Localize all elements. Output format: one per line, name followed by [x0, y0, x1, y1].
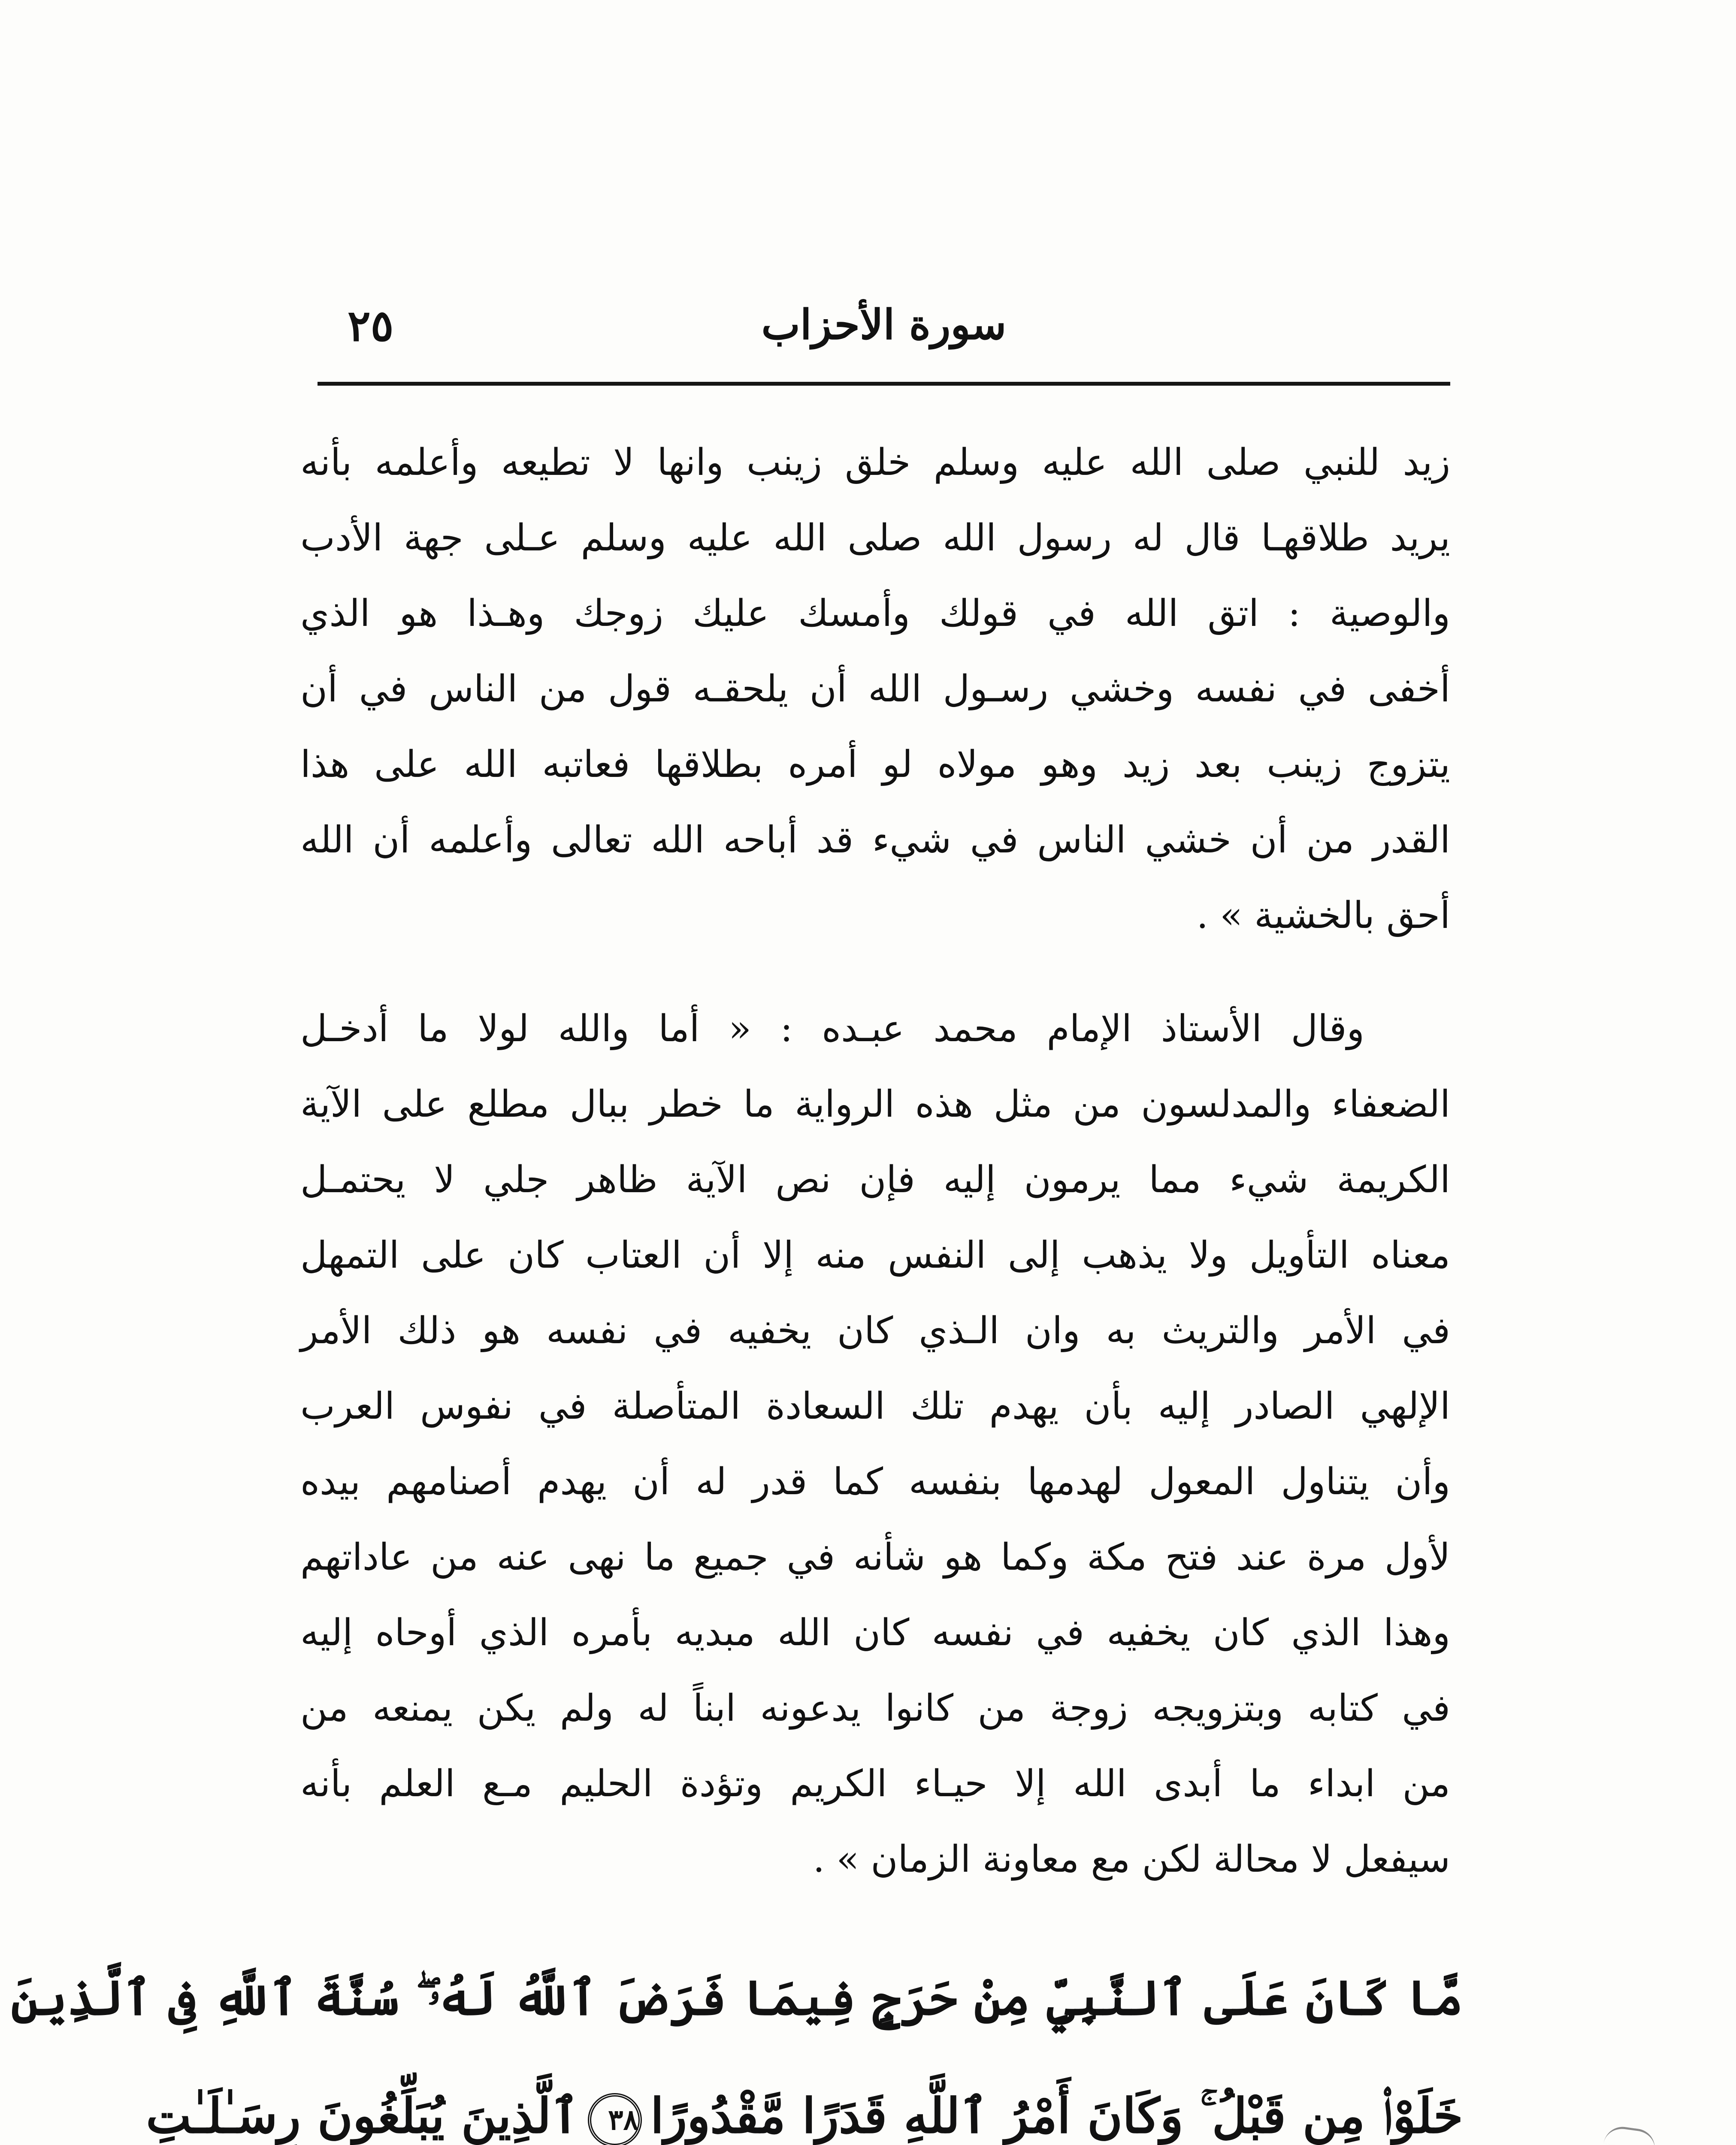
- text-line: في الأمر والتريث به وان الـذي كان يخفيه في نفسه هو ذلك الأمر: [300, 1309, 1450, 1352]
- header-divider: [318, 382, 1450, 386]
- verse-number-marker: ٣٨: [588, 2093, 642, 2145]
- scan-edge-mark: [1603, 2124, 1657, 2145]
- text-line: والوصية : اتق الله في قولك وأمسك عليك زوجك وهـذا هو الذي: [300, 592, 1450, 635]
- text-line: في كتابه وبتزويجه زوجة من كانوا يدعونه ابناً له ولم يكن يمنعه من: [300, 1687, 1450, 1730]
- text-line: الكريمة شيء مما يرمون إليه فإن نص الآية ظاهر جلي لا يحتمـل: [300, 1158, 1450, 1201]
- text-line: معناه التأويل ولا يذهب إلى النفس منه إلا أن العتاب كان على التمهل: [300, 1234, 1450, 1277]
- verse-line-2: [146, 2057, 1463, 2145]
- text-line: وقال الأستاذ الإمام محمد عبـده : « أما والله لولا ما أدخـل: [300, 1007, 1364, 1050]
- text-line: وأن يتناول المعول لهدمها بنفسه كما قدر له أن يهدم أصنامهم بيده: [300, 1460, 1450, 1503]
- verse-line-2-end: ٱلَّذِينَ يُبَلِّغُونَ رِسَـٰلَـٰتِ: [146, 2088, 579, 2144]
- verse-line-2-start: خَلَوْا۟ مِن قَبْلُ ۚ وَكَانَ أَمْرُ ٱللَّهِ قَدَرًا مَّقْدُورًا: [650, 2088, 1463, 2144]
- text-line: القدر من أن خشي الناس في شيء قد أباحه الله تعالى وأعلمه أن الله: [300, 819, 1450, 861]
- page-number: ٢٥: [348, 300, 394, 351]
- text-line: أحق بالخشية » .: [1196, 894, 1450, 937]
- text-line: يتزوج زينب بعد زيد وهو مولاه لو أمره بطلاقها فعاتبه الله على هذا: [300, 743, 1450, 786]
- text-line: يريد طلاقهـا قال له رسول الله صلى الله عليه وسلم عـلى جهة الأدب: [300, 517, 1450, 559]
- text-line: لأول مرة عند فتح مكة وكما هو شأنه في جميع ما نهى عنه من عاداتهم: [300, 1536, 1450, 1579]
- paragraph-1: [300, 425, 1450, 953]
- text-line: الضعفاء والمدلسون من مثل هذه الرواية ما خطر ببال مطلع على الآية: [300, 1083, 1450, 1126]
- text-line: زيد للنبي صلى الله عليه وسلم خلق زينب وانها لا تطيعه وأعلمه بأنه: [300, 441, 1450, 484]
- text-line: من ابداء ما أبدى الله إلا حيـاء الكريم وتؤدة الحليم مـع العلم بأنه: [300, 1762, 1450, 1805]
- text-line: أخفى في نفسه وخشي رسـول الله أن يلحقـه قول من الناس في أن: [300, 668, 1450, 710]
- verse-line-1: مَّا كَانَ عَلَى ٱلنَّبِيِّ مِنْ حَرَجٍ فِيمَا فَرَضَ ٱللَّهُ لَهُۥ ۖ سُنَّةَ ٱللَّهِ فِى ٱلَّذِينَ: [11, 1970, 1463, 2026]
- text-line: وهذا الذي كان يخفيه في نفسه كان الله مبديه بأمره الذي أوحاه إليه: [300, 1611, 1450, 1654]
- text-line: الإلهي الصادر إليه بأن يهدم تلك السعادة المتأصلة في نفوس العرب: [300, 1385, 1450, 1428]
- text-line: سيفعل لا محالة لكن مع معاونة الزمان » .: [813, 1838, 1450, 1881]
- page-header: [318, 292, 1450, 360]
- surah-title: سورة الأحزاب: [761, 300, 1007, 349]
- paragraph-2: [300, 991, 1450, 1897]
- quran-verse: [11, 1939, 1463, 2145]
